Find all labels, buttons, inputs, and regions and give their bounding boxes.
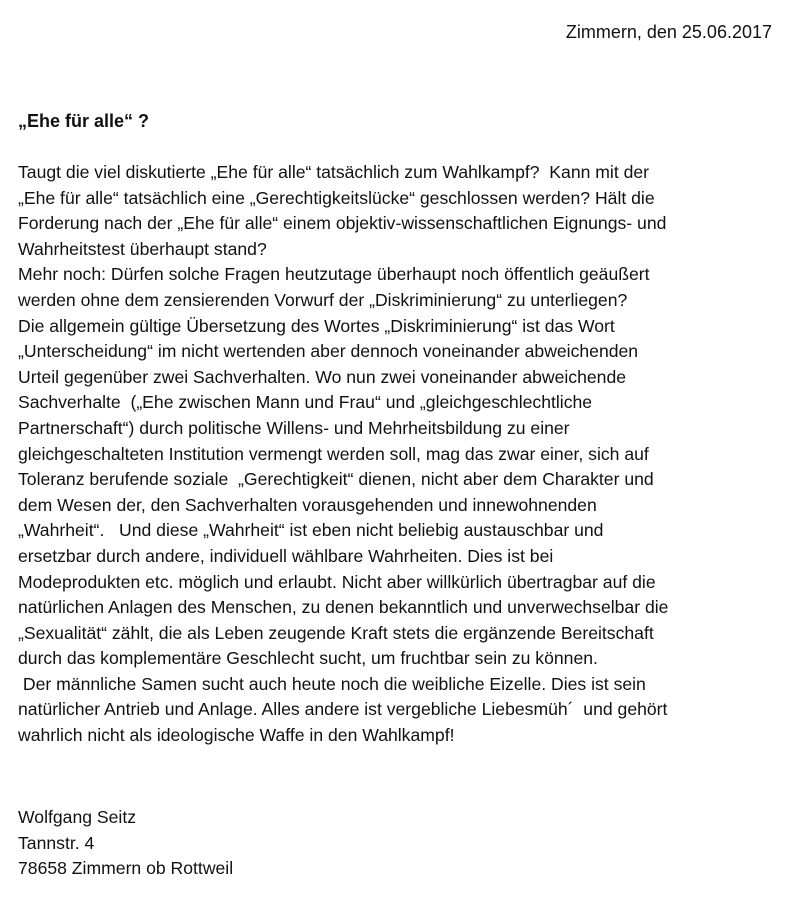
body-line: Urteil gegenüber zwei Sachverhalten. Wo nun zwei voneinander abweichende <box>18 366 627 387</box>
body-line: „Unterscheidung“ im nicht wertenden aber dennoch voneinander abweichenden <box>18 341 639 362</box>
body-line: wahrlich nicht als ideologische Waffe in den Wahlkampf! <box>18 725 455 746</box>
body-line: Modeprodukten etc. möglich und erlaubt. Nicht aber willkürlich übertragbar auf die <box>18 571 656 592</box>
body-line: ersetzbar durch andere, individuell wählbare Wahrheiten. Dies ist bei <box>18 545 554 566</box>
body-line: gleichgeschalteten Institution vermengt werden soll, mag das zwar einer, sich auf <box>18 443 649 464</box>
letter-title: „Ehe für alle“ ? <box>18 111 150 131</box>
body-line: Toleranz berufende soziale „Gerechtigkeit“ dienen, nicht aber dem Charakter und <box>18 469 654 490</box>
body-line: Partnerschaft“) durch politische Willens- und Mehrheitsbildung zu einer <box>18 417 570 438</box>
body-line: Mehr noch: Dürfen solche Fragen heutzutage überhaupt noch öffentlich geäußert <box>18 264 650 285</box>
body-line: Der männliche Samen sucht auch heute noch die weibliche Eizelle. Dies ist sein <box>18 673 646 694</box>
body-line: Die allgemein gültige Übersetzung des Wortes „Diskriminierung“ ist das Wort <box>18 315 615 336</box>
signature-street: Tannstr. 4 <box>18 832 95 853</box>
body-line: dem Wesen der, den Sachverhalten vorausgehenden und innewohnenden <box>18 494 597 515</box>
signature-city: 78658 Zimmern ob Rottweil <box>18 858 234 879</box>
body-line: Sachverhalte („Ehe zwischen Mann und Frau“ und „gleichgeschlechtliche <box>18 392 593 413</box>
body-line: Taugt die viel diskutierte „Ehe für alle“ tatsächlich zum Wahlkampf? Kann mit der <box>18 162 650 182</box>
date-line: Zimmern, den 25.06.2017 <box>565 22 772 42</box>
body-line: „Sexualität“ zählt, die als Leben zeugende Kraft stets die ergänzende Bereitschaft <box>18 622 654 643</box>
body-line: Forderung nach der „Ehe für alle“ einem objektiv-wissenschaftlichen Eignungs- und <box>18 213 667 234</box>
signature-name: Wolfgang Seitz <box>18 807 137 827</box>
letter-body <box>18 160 788 749</box>
body-line: „Wahrheit“. Und diese „Wahrheit“ ist eben nicht beliebig austauschbar und <box>18 520 604 541</box>
body-line: werden ohne dem zensierenden Vorwurf der „Diskriminierung“ zu unterliegen? <box>18 289 628 310</box>
body-line: durch das komplementäre Geschlecht sucht, um fruchtbar sein zu können. <box>18 648 598 669</box>
signature-block <box>18 805 233 882</box>
body-line: „Ehe für alle“ tatsächlich eine „Gerechtigkeitslücke“ geschlossen werden? Hält die <box>18 187 655 208</box>
body-line: natürlichen Anlagen des Menschen, zu denen bekanntlich und unverwechselbar die <box>18 597 669 618</box>
body-line: natürlicher Antrieb und Anlage. Alles andere ist vergebliche Liebesmüh´ und gehört <box>18 699 668 720</box>
body-line: Wahrheitstest überhaupt stand? <box>18 238 267 259</box>
